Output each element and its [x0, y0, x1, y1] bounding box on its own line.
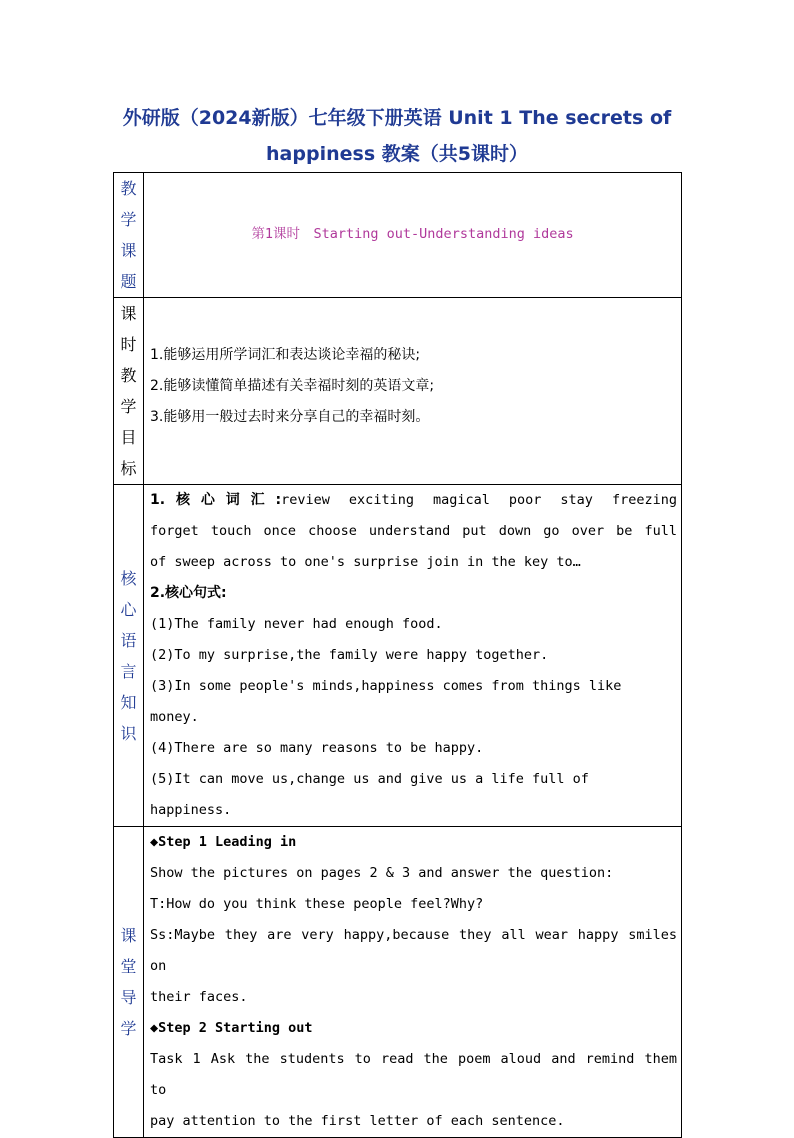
row-language	[114, 485, 682, 827]
goals-cell	[144, 298, 682, 485]
row-guide	[114, 827, 682, 1138]
label-guide: 课堂导学	[120, 926, 137, 1038]
sentence-item: (3)In some people's minds,happiness comes from things like money.	[150, 678, 622, 725]
step-1-line-1: Show the pictures on pages 2 & 3 and answer the question:	[150, 865, 614, 881]
step-2-line-1: Task 1 Ask the students to read the poem aloud and remind them to	[150, 1051, 677, 1098]
topic-text: 第1课时 Starting out-Understanding ideas	[251, 225, 574, 242]
sentence-item: (5)It can move us,change us and give us a life full of happiness.	[150, 771, 589, 818]
vocab-text-1: review exciting magical poor stay freezing	[281, 492, 677, 508]
row-goals	[114, 298, 682, 485]
goal-item: 2.能够读懂简单描述有关幸福时刻的英语文章;	[150, 378, 435, 394]
row-topic	[114, 173, 682, 298]
step-2-heading: ◆Step 2 Starting out	[150, 1020, 313, 1036]
goal-item: 1.能够运用所学词汇和表达谈论幸福的秘诀;	[150, 347, 421, 363]
vocab-line-3: of sweep across to one's surprise join in the key to…	[150, 554, 581, 570]
document-title	[113, 100, 681, 172]
vocab-line-1	[150, 485, 677, 516]
goals-list	[144, 298, 681, 484]
language-cell	[144, 485, 682, 827]
step-1-line-4: their faces.	[150, 989, 248, 1005]
sentence-item: (2)To my surprise,the family were happy together.	[150, 647, 549, 663]
goal-item: 3.能够用一般过去时来分享自己的幸福时刻。	[150, 409, 430, 425]
guide-content	[144, 827, 681, 1137]
label-topic: 教学课题	[120, 179, 137, 291]
row-label-goals	[114, 298, 144, 485]
row-label-topic	[114, 173, 144, 298]
row-label-guide	[114, 827, 144, 1138]
title-line-1: 外研版（2024新版）七年级下册英语 Unit 1 The secrets of	[122, 107, 672, 129]
guide-cell	[144, 827, 682, 1138]
step-1-heading: ◆Step 1 Leading in	[150, 834, 297, 850]
vocab-heading: 1.核心词汇:	[150, 492, 282, 508]
sentence-item: (4)There are so many reasons to be happy.	[150, 740, 484, 756]
sentence-item: (1)The family never had enough food.	[150, 616, 443, 632]
label-language: 核心语言知识	[120, 568, 137, 743]
row-label-language	[114, 485, 144, 827]
label-goals: 课时教学目标	[120, 304, 137, 478]
topic-cell	[144, 173, 682, 298]
title-line-2: happiness 教案（共5课时）	[266, 143, 528, 165]
step-1-line-3: Ss:Maybe they are very happy,because they all wear happy smiles on	[150, 927, 677, 974]
language-content	[144, 485, 681, 826]
step-2-line-2: pay attention to the first letter of each sentence.	[150, 1113, 565, 1129]
sentence-heading: 2.核心句式:	[150, 585, 227, 601]
vocab-line-2: forget touch once choose understand put down go over be full	[150, 523, 677, 539]
lesson-plan-table	[113, 172, 682, 1138]
step-1-line-2: T:How do you think these people feel?Why?	[150, 896, 484, 912]
